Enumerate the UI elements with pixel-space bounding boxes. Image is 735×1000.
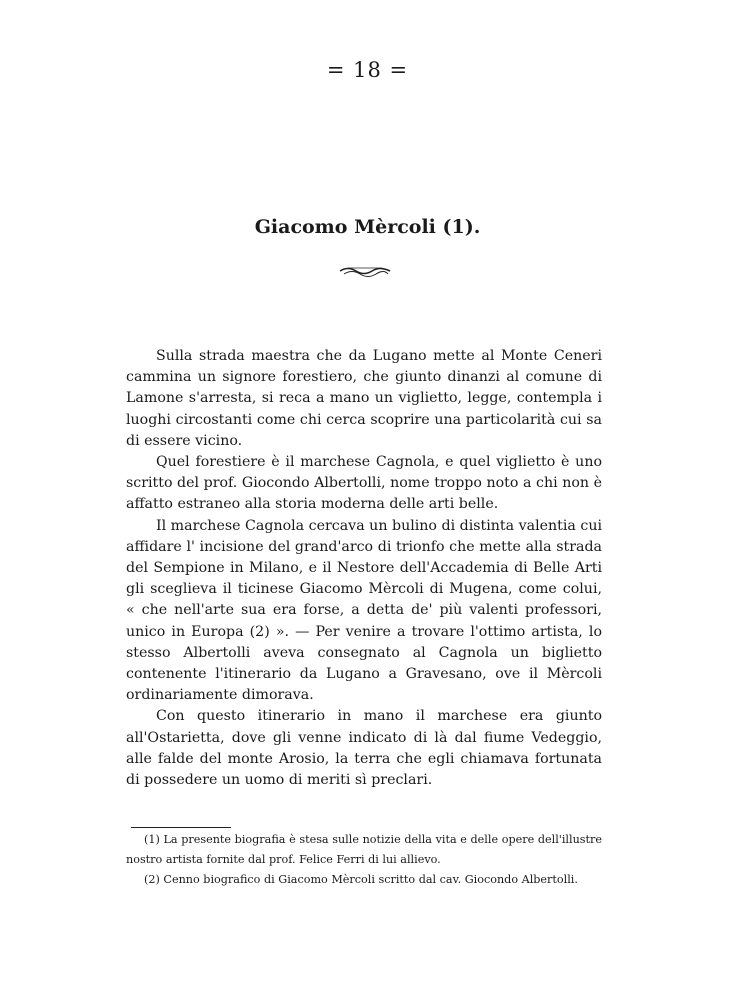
ornament-divider-icon [338, 264, 392, 278]
body-text [126, 346, 602, 791]
footnote-divider [131, 827, 231, 828]
footnote-2: (2) Cenno biografico di Giacomo Mèrcoli scritto dal cav. Giocondo Albertolli. [144, 873, 578, 886]
paragraph-2: Quel forestiere è il marchese Cagnola, e quel viglietto è uno scritto del prof. Giocondo Albertolli, nome troppo noto a chi non è affatto estraneo alla storia moderna delle arti belle. [126, 454, 602, 513]
page-number: = 18 = [326, 58, 409, 82]
footnote-1: (1) La presente biografia è stesa sulle notizie della vita e delle opere dell'illustre nostro artista fornite dal prof. Felice Ferri di lui allievo. [126, 833, 602, 866]
paragraph-1: Sulla strada maestra che da Lugano mette al Monte Ceneri cammina un signore forestiero, che giunto dinanzi al comune di Lamone s'arresta, si reca a mano un viglietto, legge, contempla i luoghi circostanti come chi cerca scoprire una particolarità cui sa di essere vicino. [126, 348, 602, 449]
footnotes [126, 830, 602, 890]
paragraph-4: Con questo itinerario in mano il marchese era giunto all'Ostarietta, dove gli venne indicato di là dal fiume Vedeggio, alle falde del monte Arosio, la terra che egli chiamava fortunata di possedere un uomo di meriti sì preclari. [126, 708, 602, 789]
paragraph-3: Il marchese Cagnola cercava un bulino di distinta valentia cui affidare l' incisione del grand'arco di trionfo che mette alla strada del Sempione in Milano, e il Nestore dell'Accademia di Belle Arti gli sceglieva il ticinese Giacomo Mèrcoli di Mugena, come colui, « che nell'arte sua era forse, a detta de' più valenti professori, unico in Europa (2) ». — Per venire a trovare l'ottimo artista, lo stesso Albertolli aveva consegnato al Cagnola un biglietto contenente l'itinerario da Lugano a Gravesano, ove il Mèrcoli ordinariamente dimorava. [126, 517, 602, 704]
chapter-title: Giacomo Mèrcoli (1). [254, 216, 481, 238]
